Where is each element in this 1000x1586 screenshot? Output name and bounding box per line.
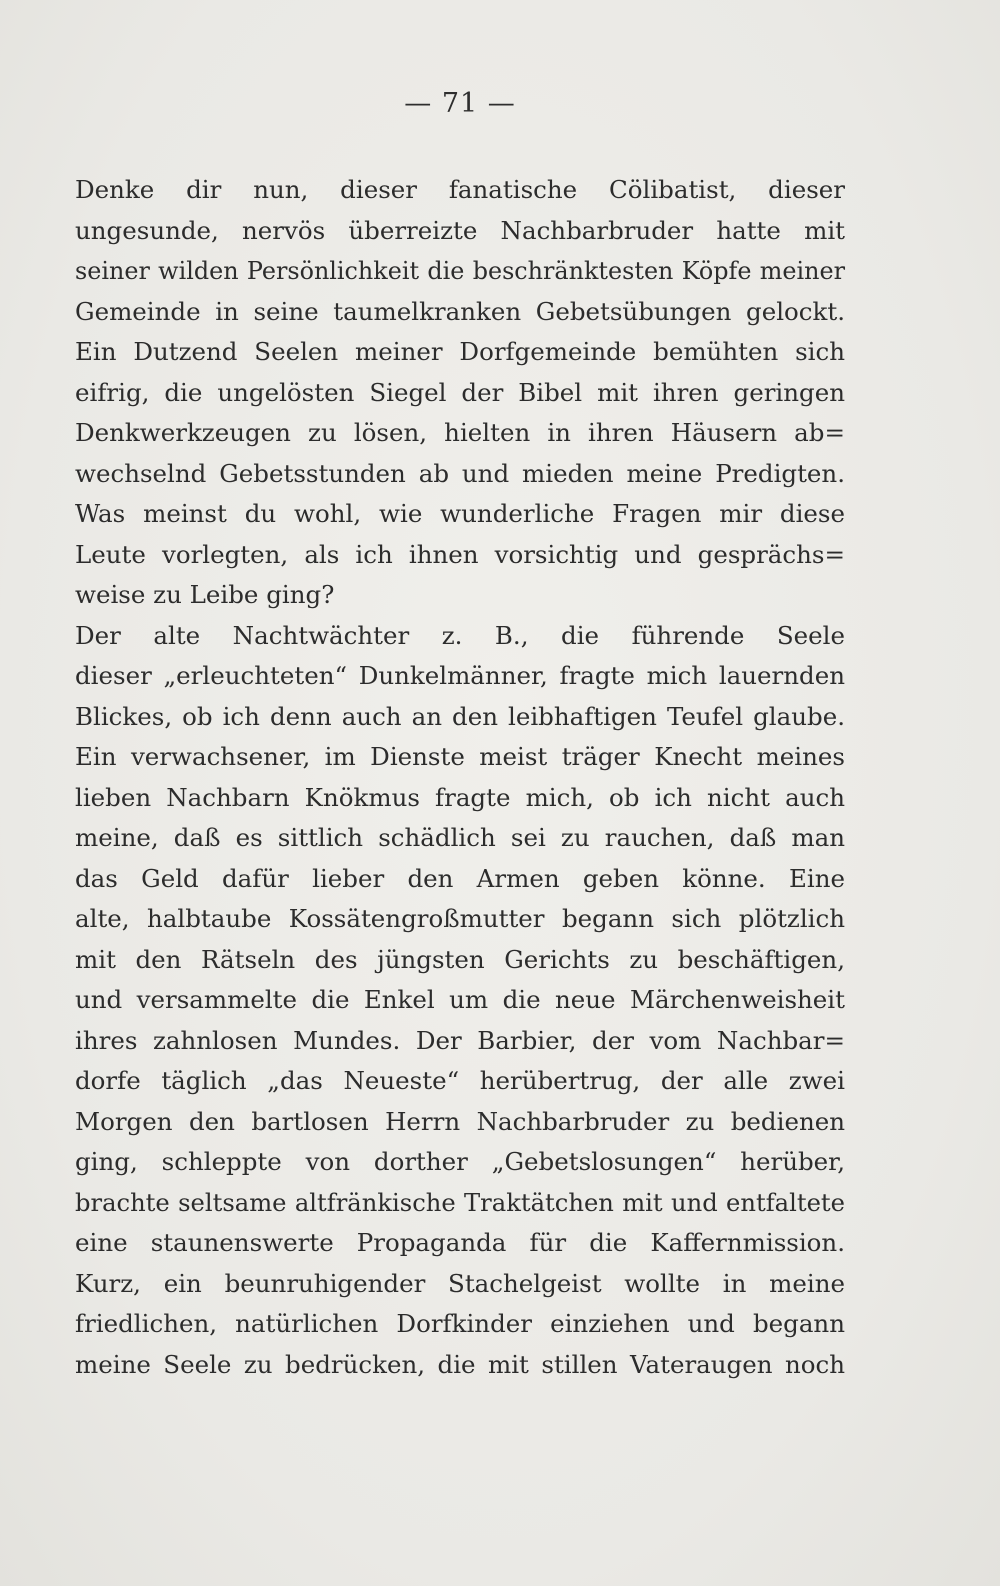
text-line: und versammelte die Enkel um die neue Märchenweisheit (75, 985, 845, 1014)
text-line: Ein Dutzend Seelen meiner Dorfgemeinde bemühten sich (75, 337, 845, 366)
text-line: Blickes, ob ich denn auch an den leibhaftigen Teufel glaube. (75, 701, 845, 731)
body-text (75, 170, 845, 1385)
text-line: Kurz, ein beunruhigender Stachelgeist wollte in meine (75, 1268, 845, 1298)
text-line: dieser „erleuchteten“ Dunkelmänner, fragte mich lauernden (75, 661, 845, 690)
text-line: mit den Rätseln des jüngsten Gerichts zu beschäftigen, (75, 944, 845, 974)
text-line: das Geld dafür lieber den Armen geben könne. Eine (75, 863, 845, 893)
text-line: meine Seele zu bedrücken, die mit stillen Vateraugen noch (75, 1349, 845, 1379)
text-line: Gemeinde in seine taumelkranken Gebetsübungen gelockt. (75, 296, 845, 326)
text-line: meine, daß es sittlich schädlich sei zu rauchen, daß man (75, 823, 845, 852)
text-line: ungesunde, nervös überreizte Nachbarbruder hatte mit (75, 215, 845, 245)
text-line: eifrig, die ungelösten Siegel der Bibel mit ihren geringen (75, 377, 845, 407)
text-line: wechselnd Gebetsstunden ab und mieden meine Predigten. (75, 458, 845, 488)
text-line: Der alte Nachtwächter z. B., die führende Seele (75, 620, 845, 650)
paragraph (75, 170, 845, 616)
text-line: lieben Nachbarn Knökmus fragte mich, ob ich nicht auch (75, 782, 845, 812)
text-line: dorfe täglich „das Neueste“ herübertrug, der alle zwei (75, 1066, 845, 1095)
text-line: alte, halbtaube Kossätengroßmutter begann sich plötzlich (75, 904, 845, 933)
text-line: seiner wilden Persönlichkeit die beschränktesten Köpfe meiner (75, 257, 845, 285)
text-line: Leute vorlegten, als ich ihnen vorsichtig und gesprächs= (75, 539, 845, 569)
text-line: weise zu Leibe ging? (75, 580, 335, 609)
text-line: ging, schleppte von dorther „Gebetslosungen“ herüber, (75, 1147, 845, 1176)
text-line: Denke dir nun, dieser fanatische Cölibatist, dieser (75, 175, 845, 204)
text-line: Denkwerkzeugen zu lösen, hielten in ihren Häusern ab= (75, 418, 845, 447)
text-line: Was meinst du wohl, wie wunderliche Fragen mir diese (75, 499, 845, 528)
text-line: Morgen den bartlosen Herrn Nachbarbruder zu bedienen (75, 1106, 845, 1136)
paragraph (75, 616, 845, 1386)
text-line: Ein verwachsener, im Dienste meist träger Knecht meines (75, 742, 845, 771)
text-line: ihres zahnlosen Mundes. Der Barbier, der vom Nachbar= (75, 1025, 845, 1055)
text-line: eine staunenswerte Propaganda für die Kaffernmission. (75, 1228, 845, 1257)
text-line: friedlichen, natürlichen Dorfkinder einziehen und begann (75, 1309, 845, 1338)
page-number: — 71 — (404, 88, 516, 119)
text-line: brachte seltsame altfränkische Traktätchen mit und entfaltete (75, 1188, 845, 1217)
